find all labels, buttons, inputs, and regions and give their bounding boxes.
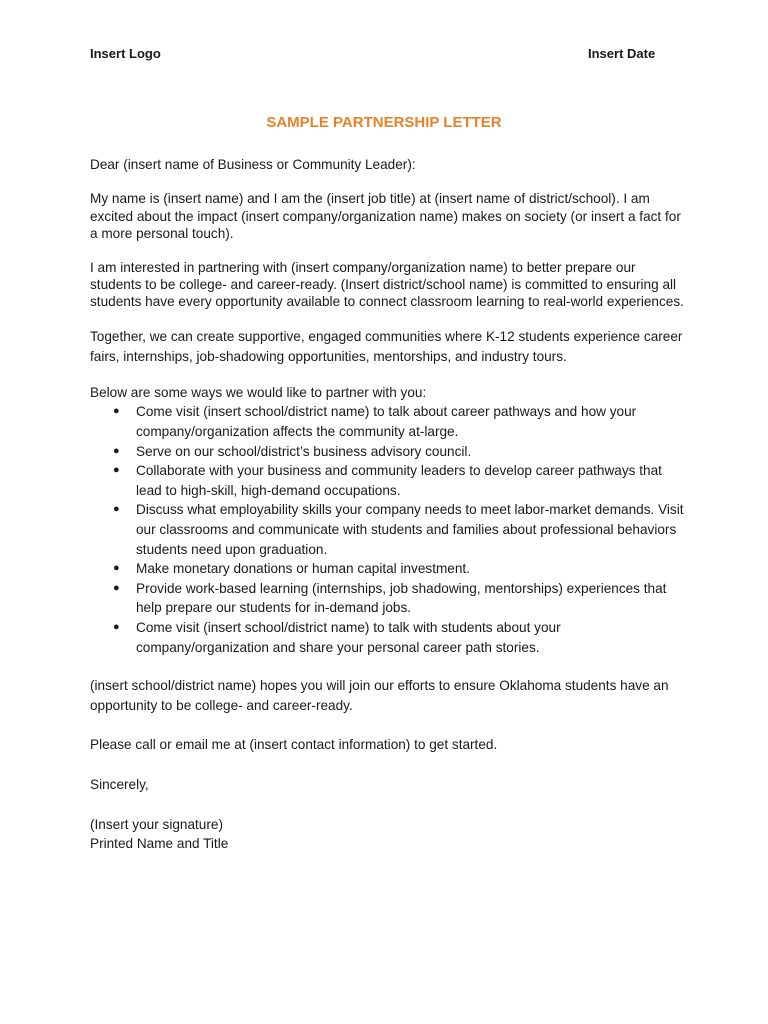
- list-item: [90, 500, 690, 559]
- paragraph-partnering: I am interested in partnering with (insert company/organization name) to better prepare our students to be college- and career-ready. (Insert district/school name) is committed to ensuring all students have every opportunity available to connect classroom learning to real-world experiences.: [90, 259, 684, 310]
- list-item-text: Provide work-based learning (internships, job shadowing, mentorships) experiences that help prepare our students for in-demand jobs.: [136, 580, 667, 616]
- list-item: [90, 579, 690, 618]
- bullet-icon: ●: [113, 503, 120, 516]
- bullet-icon: ●: [113, 620, 120, 633]
- printed-name-line: Printed Name and Title: [90, 836, 229, 852]
- list-intro: Below are some ways we would like to partner with you:: [90, 384, 427, 400]
- list-item-text: Collaborate with your business and community leaders to develop career pathways that lead to high-skill, high-demand occupations.: [136, 463, 662, 498]
- paragraph-together: Together, we can create supportive, engaged communities where K-12 students experience career fairs, internships, job-shadowing opportunities, mentorships, and industry tours.: [90, 328, 683, 364]
- list-item: [90, 559, 690, 579]
- paragraph-hopes: (insert school/district name) hopes you will join our efforts to ensure Oklahoma students have an opportunity to be college- and career-ready.: [90, 678, 669, 713]
- partnership-list: [90, 402, 690, 657]
- paragraph-intro: My name is (insert name) and I am the (insert job title) at (insert name of district/school). I am excited about the impact (insert company/organization name) makes on society (or insert a fact for a more personal touch).: [90, 191, 681, 242]
- sign-off: Sincerely,: [90, 776, 149, 792]
- list-item: [90, 402, 690, 441]
- logo-placeholder: Insert Logo: [90, 46, 161, 61]
- signature-line: (Insert your signature): [90, 816, 223, 832]
- list-item: [90, 442, 690, 462]
- list-item-text: Serve on our school/district’s business advisory council.: [136, 443, 472, 459]
- letter-body: [90, 156, 690, 854]
- date-placeholder: Insert Date: [588, 46, 656, 61]
- list-item: [90, 618, 690, 657]
- bullet-icon: ●: [113, 405, 120, 418]
- greeting: Dear (insert name of Business or Community Leader):: [90, 157, 416, 172]
- bullet-icon: ●: [113, 464, 120, 477]
- list-item-text: Come visit (insert school/district name) to talk with students about your company/organization and share your personal career path stories.: [136, 619, 561, 655]
- list-item: [90, 461, 690, 500]
- letter-title: SAMPLE PARTNERSHIP LETTER: [266, 114, 502, 131]
- list-item-text: Discuss what employability skills your company needs to meet labor-market demands. Visit our classrooms and communicate with students and families about professional behaviors students need upon graduation.: [136, 502, 684, 557]
- list-item-text: Make monetary donations or human capital investment.: [136, 561, 470, 577]
- bullet-icon: ●: [113, 562, 120, 575]
- bullet-icon: ●: [113, 444, 120, 457]
- list-item-text: Come visit (insert school/district name) to talk about career pathways and how your company/organization affects the community at-large.: [136, 404, 637, 440]
- paragraph-contact: Please call or email me at (insert contact information) to get started.: [90, 737, 498, 753]
- bullet-icon: ●: [113, 581, 120, 594]
